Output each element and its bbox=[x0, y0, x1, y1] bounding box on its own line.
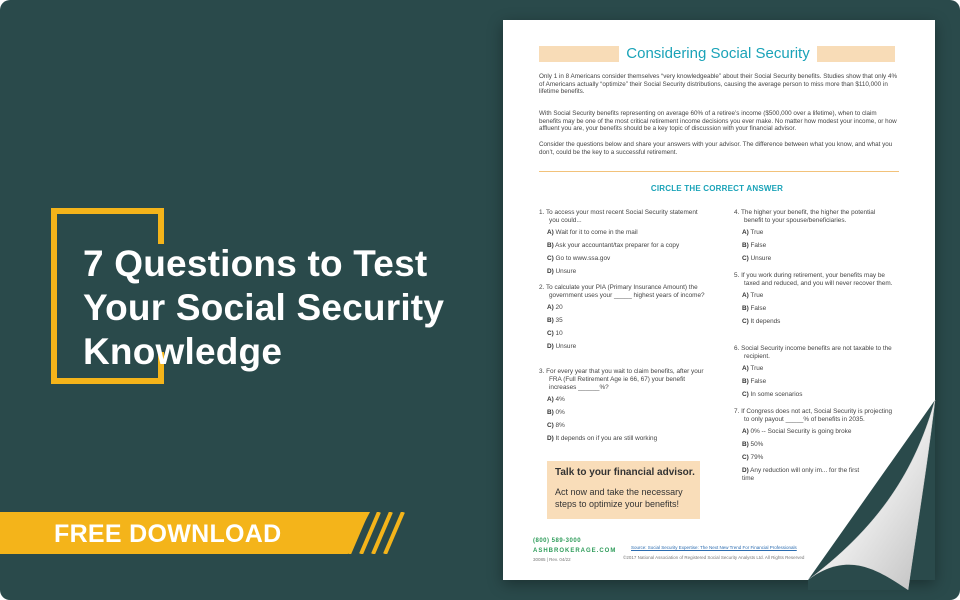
question-stem: 1. To access your most recent Social Security statement you could... bbox=[539, 209, 698, 224]
answer-option[interactable]: B) False bbox=[742, 378, 767, 385]
answer-option[interactable]: B) False bbox=[742, 242, 767, 249]
answer-option[interactable]: C) It depends bbox=[742, 318, 781, 325]
answer-option[interactable]: B) 35 bbox=[547, 317, 563, 324]
intro-paragraph: With Social Security benefits representing on average 60% of a retiree’s income ($500,000 over a lifetime), when to claim benefits may be one of the most critical retirement income decisions you ever make. No matter how modest your income, or how affluent you are, your benefits should be a key topic of discussion with your financial advisor. bbox=[539, 110, 897, 133]
question-stem: 6. Social Security income benefits are not taxable to the recipient. bbox=[734, 345, 892, 360]
diagonal-stripes-icon bbox=[347, 512, 417, 554]
question-block bbox=[734, 272, 894, 331]
answer-option[interactable]: A) True bbox=[742, 292, 764, 299]
answer-option[interactable]: D) It depends on if you are still working bbox=[547, 435, 658, 442]
bracket-top-bar bbox=[51, 208, 164, 214]
answer-option[interactable]: C) 8% bbox=[547, 422, 565, 429]
instruction-heading: CIRCLE THE CORRECT ANSWER bbox=[650, 184, 784, 193]
question-stem: 2. To calculate your PIA (Primary Insurance Amount) the government uses your _____ highest years of income? bbox=[539, 284, 705, 299]
answer-option[interactable]: B) 0% bbox=[547, 409, 565, 416]
answer-option[interactable]: A) Wait for it to come in the mail bbox=[547, 229, 638, 236]
question-block bbox=[734, 345, 894, 404]
footer-copyright: ©2017 National Association of Registered Social Security Analysts Ltd. All Rights Reserved bbox=[623, 555, 805, 560]
answer-option[interactable]: B) False bbox=[742, 305, 767, 312]
question-stem: 4. The higher your benefit, the higher the potential benefit to your spouse/beneficiaries. bbox=[734, 209, 876, 224]
document-title: Considering Social Security bbox=[626, 45, 810, 62]
intro-paragraph: Only 1 in 8 Americans consider themselves “very knowledgeable” about their Social Security benefits. Studies show that only 4% of Americans actually “optimize” their Social Security distributions, causing the average person to miss more than $110,000 in lifetime benefits. bbox=[539, 73, 898, 96]
callout-body: Act now and take the necessary steps to optimize your benefits! bbox=[555, 487, 683, 509]
callout-title: Talk to your financial advisor. bbox=[555, 467, 695, 478]
answer-option[interactable]: A) True bbox=[742, 229, 764, 236]
page-curl-icon bbox=[768, 400, 938, 590]
answer-option[interactable]: C) Go to www.ssa.gov bbox=[547, 255, 611, 262]
free-download-label[interactable]: FREE DOWNLOAD bbox=[54, 520, 282, 548]
headline-line: 7 Questions to Test bbox=[83, 243, 428, 284]
answer-option[interactable]: A) 0% -- Social Security is going broke bbox=[742, 428, 852, 435]
bracket-right-upper-bar bbox=[158, 208, 164, 244]
question-block bbox=[734, 209, 894, 268]
question-block bbox=[539, 284, 709, 356]
answer-option[interactable]: D) Unsure bbox=[547, 343, 577, 350]
title-accent-right bbox=[817, 46, 895, 62]
answer-option[interactable]: C) In some scenarios bbox=[742, 391, 803, 398]
question-stem: 3. For every year that you wait to claim benefits, after your FRA (Full Retirement Age ie 66, 67) your benefit increases ______%? bbox=[539, 368, 704, 391]
intro-paragraph: Consider the questions below and share your answers with your advisor. The difference between what you know, and what you don’t, could be the key to a successful retirement. bbox=[539, 141, 893, 156]
answer-option[interactable]: D) Unsure bbox=[547, 268, 577, 275]
question-block bbox=[539, 368, 709, 448]
title-accent-left bbox=[539, 46, 619, 62]
headline-line: Your Social Security bbox=[83, 287, 445, 328]
answer-option[interactable]: B) Ask your accountant/tax preparer for a copy bbox=[547, 242, 680, 249]
answer-option[interactable]: D) Any reduction will only im... for the first time bbox=[742, 467, 860, 482]
source-link[interactable]: Source: Social Security Expertise: The Next New Trend For Financial Professionals bbox=[631, 545, 797, 550]
question-block bbox=[539, 209, 709, 281]
question-stem: 7. If Congress does not act, Social Security is projecting to only payout _____% of benefits in 2035. bbox=[734, 408, 893, 423]
headline-line: Knowledge bbox=[83, 331, 283, 372]
answer-option[interactable]: A) 4% bbox=[547, 396, 565, 403]
bracket-left-bar bbox=[51, 208, 57, 384]
headline bbox=[83, 242, 483, 374]
answer-option[interactable]: C) 79% bbox=[742, 454, 764, 461]
section-divider bbox=[539, 171, 899, 172]
footer-phone: (800) 589-3000 bbox=[533, 538, 582, 544]
bracket-bottom-bar bbox=[51, 378, 164, 384]
question-stem: 5. If you work during retirement, your benefits may be taxed and reduced, and you will never recover them. bbox=[734, 272, 893, 287]
footer-website: ASHBROKERAGE.COM bbox=[533, 548, 617, 554]
answer-option[interactable]: C) Unsure bbox=[742, 255, 772, 262]
answer-option[interactable]: C) 10 bbox=[547, 330, 563, 337]
footer-code: 30085 | Rev. 04/22 bbox=[533, 557, 571, 562]
answer-option[interactable]: A) True bbox=[742, 365, 764, 372]
answer-option[interactable]: A) 20 bbox=[547, 304, 563, 311]
answer-option[interactable]: B) 50% bbox=[742, 441, 764, 448]
